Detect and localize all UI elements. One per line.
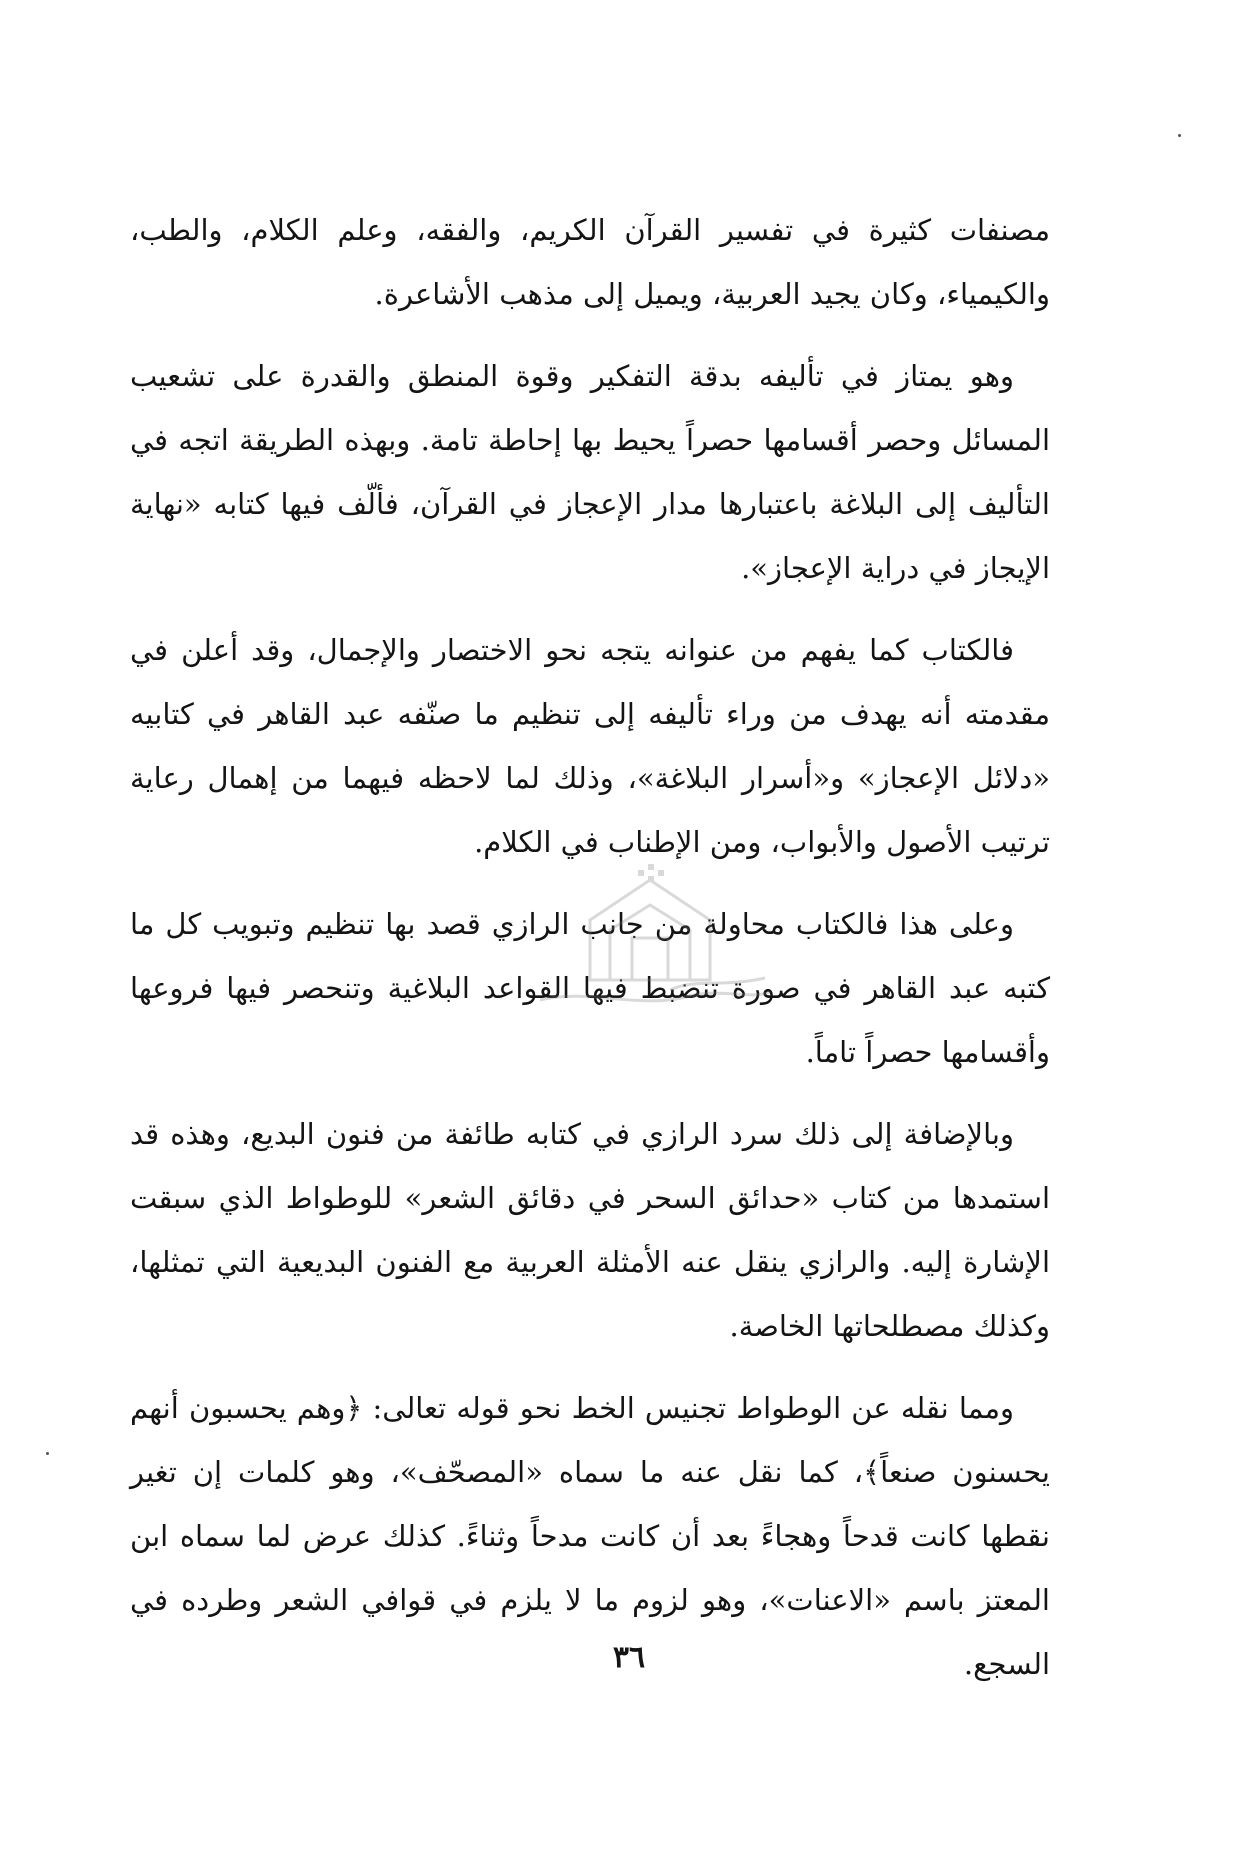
paragraph-5: وبالإضافة إلى ذلك سرد الرازي في كتابه طائفة من فنون البديع، وهذه قد استمدها من كتاب «حدائق السحر في دقائق الشعر» للوطواط الذي سبقت الإشارة إليه. والرازي ينقل عنه الأمثلة العربية مع الفنون البديعية التي تمثلها، وكذلك مصطلحاتها الخاصة.: [130, 1117, 1050, 1343]
page-number: ٣٦: [612, 1640, 646, 1675]
scan-speck: [1178, 134, 1181, 137]
scan-speck: [46, 1452, 49, 1455]
paragraph-3: فالكتاب كما يفهم من عنوانه يتجه نحو الاختصار والإجمال، وقد أعلن في مقدمته أنه يهدف من وراء تأليفه إلى تنظيم ما صنّفه عبد القاهر في كتابيه «دلائل الإعجاز» و«أسرار البلاغة»، وذلك لما لاحظه فيهما من إهمال رعاية ترتيب الأصول والأبواب، ومن الإطناب في الكلام.: [130, 633, 1050, 859]
paragraph-2: وهو يمتاز في تأليفه بدقة التفكير وقوة المنطق والقدرة على تشعيب المسائل وحصر أقسامها حصراً يحيط بها إحاطة تامة. وبهذه الطريقة اتجه في التأليف إلى البلاغة باعتبارها مدار الإعجاز في القرآن، فألّف فيها كتابه «نهاية الإيجاز في دراية الإعجاز».: [130, 359, 1050, 585]
paragraph-4: وعلى هذا فالكتاب محاولة من جانب الرازي قصد بها تنظيم وتبويب كل ما كتبه عبد القاهر في صورة تنضبط فيها القواعد البلاغية وتنحصر فيها فروعها وأقسامها حصراً تاماً.: [130, 907, 1050, 1069]
paragraph-6: ومما نقله عن الوطواط تجنيس الخط نحو قوله تعالى: ﴿وهم يحسبون أنهم يحسنون صنعاً﴾، كما نقل عنه ما سماه «المصحّف»، وهو كلمات إن تغير نقطها كانت قدحاً وهجاءً بعد أن كانت مدحاً وثناءً. كذلك عرض لما سماه ابن المعتز باسم «الاعنات»، وهو لزوم ما لا يلزم في قوافي الشعر وطرده في السجع.: [130, 1391, 1050, 1681]
body-text: [130, 198, 1050, 1714]
paragraph-1: مصنفات كثيرة في تفسير القرآن الكريم، والفقه، وعلم الكلام، والطب، والكيمياء، وكان يجيد العربية، ويميل إلى مذهب الأشاعرة.: [130, 213, 1050, 311]
